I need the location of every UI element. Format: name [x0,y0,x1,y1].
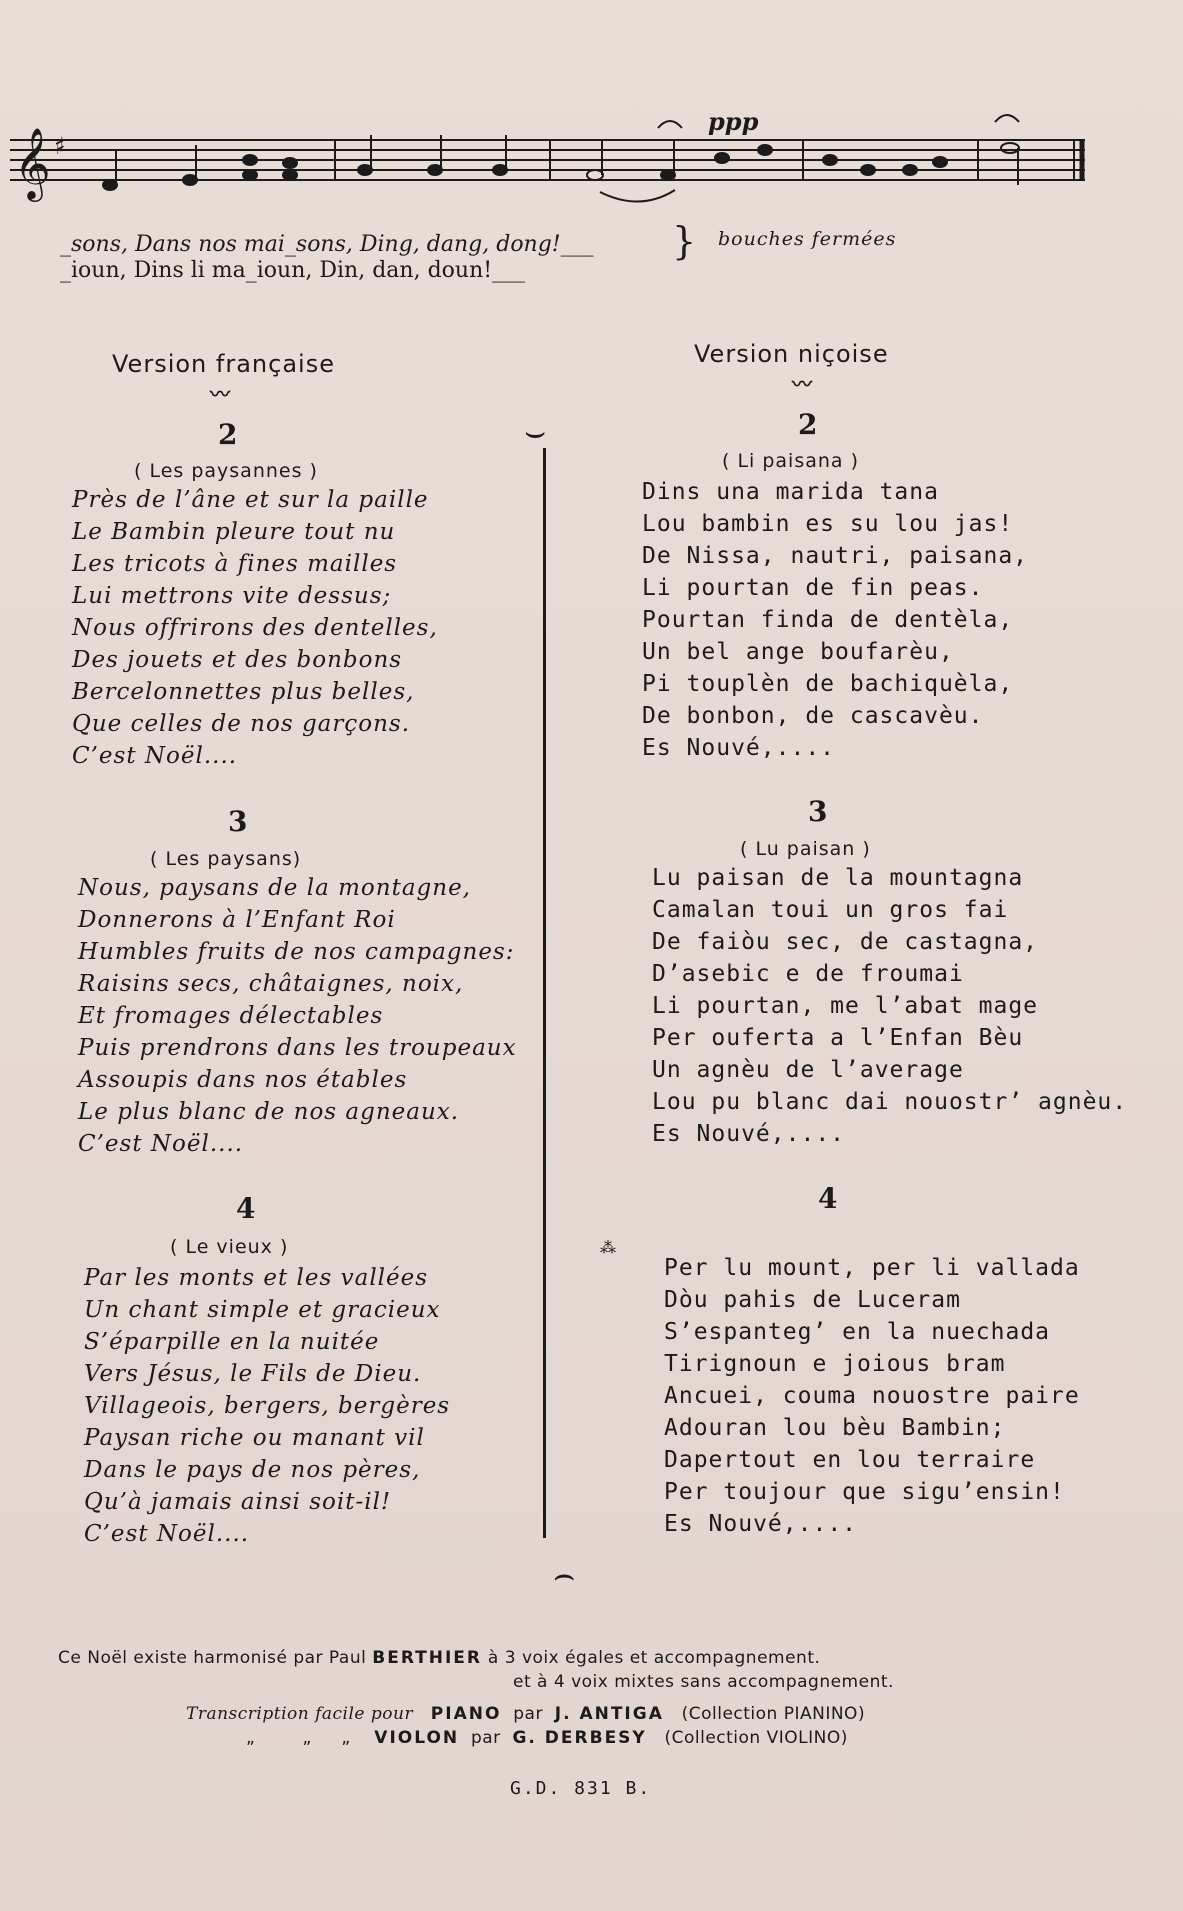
verse-line: Le Bambin pleure tout nu [72,519,396,545]
verse-line: Le plus blanc de nos agneaux. [78,1099,460,1125]
verse-line: Per lu mount, per li vallada [664,1255,1080,1281]
verse-line: Li pourtan, me l’abat mage [652,993,1039,1019]
verse-line: Dans le pays de nos pères, [84,1457,421,1483]
footer-harmonise-text: Ce Noël existe harmonisé par Paul [58,1648,367,1668]
verse-line: De bonbon, de cascavèu. [642,703,984,729]
bouches-fermees-note: bouches fermées [718,228,897,250]
verse-line: Humbles fruits de nos campagnes: [78,939,515,965]
verse-line: Que celles de nos garçons. [72,711,411,737]
verse-line: Es Nouvé,.... [664,1511,858,1537]
footer-ditto: „ „ „ [246,1728,351,1748]
verse-line: Près de l’âne et sur la paille [72,487,429,513]
staff-notation [10,100,1090,220]
footer-line-4 [246,1728,848,1748]
printer-mark: ⁂ [600,1238,616,1257]
verse-line: Camalan toui un gros fai [652,897,1009,923]
verse-line: Dins una marida tana [642,479,939,505]
verse-line: Et fromages délectables [78,1003,384,1029]
verse-line: Es Nouvé,.... [652,1121,846,1147]
heading-version-nicoise: Version niçoise [694,340,889,368]
music-staff [10,100,1090,220]
verse-line: Qu’à jamais ainsi soit-il! [84,1489,392,1515]
verse-nicoise-3 [652,862,1127,1150]
footer-line-3 [186,1704,865,1724]
verse-number: 2 [798,408,818,441]
verse-line: Des jouets et des bonbons [72,647,403,673]
heading-ornament: 〰 [792,372,812,396]
verse-line: Dòu pahis de Luceram [664,1287,961,1313]
verse-subtitle: ( Lu paisan ) [740,838,871,860]
footer-line-2: et à 4 voix mixtes sans accompagnement. [513,1672,894,1692]
verse-line: De faiòu sec, de castagna, [652,929,1039,955]
verse-line: Nous, paysans de la montagne, [78,875,471,901]
heading-ornament: 〰 [210,382,230,406]
verse-line: Les tricots à fines mailles [72,551,398,577]
footer-par: par [513,1704,543,1724]
verse-line: Per toujour que sigu’ensin! [664,1479,1065,1505]
verse-line: Assoupis dans nos étables [78,1067,408,1093]
verse-line: Lou pu blanc dai nouostr’ agnèu. [652,1089,1128,1115]
footer-violon: VIOLON [374,1728,460,1748]
footer-violino: (Collection VIOLINO) [664,1728,848,1748]
verse-line: S’éparpille en la nuitée [84,1329,380,1355]
verse-line: Un bel ange boufarèu, [642,639,954,665]
verse-line: Ancuei, couma nouostre paire [664,1383,1080,1409]
verse-french-4 [84,1262,450,1550]
footer-antiga: J. ANTIGA [554,1704,664,1724]
verse-line: Puis prendrons dans les troupeaux [78,1035,517,1061]
verse-line: Un agnèu de l’average [652,1057,964,1083]
verse-line: Lui mettrons vite dessus; [72,583,392,609]
footer-pianino: (Collection PIANINO) [681,1704,866,1724]
verse-line: Donnerons à l’Enfant Roi [78,907,396,933]
verse-line: C’est Noël.... [72,743,238,769]
verse-subtitle: ( Les paysans) [150,848,302,870]
verse-line: Tirignoun e joious bram [664,1351,1006,1377]
verse-line: Nous offrirons des dentelles, [72,615,438,641]
verse-line: D’asebic e de froumai [652,961,964,987]
lyrics-nicoise: _ioun, Dins li ma_ioun, Din, dan, doun!___ [60,258,526,283]
verse-line: Villageois, bergers, bergères [84,1393,451,1419]
verse-line: Adouran lou bèu Bambin; [664,1415,1006,1441]
divider-cap-top: ⌣ [524,412,547,452]
verse-number: 2 [218,418,238,451]
verse-subtitle: ( Le vieux ) [170,1236,289,1258]
footer-line-1 [58,1648,820,1668]
verse-line: C’est Noël.... [84,1521,250,1547]
verse-line: Bercelonnettes plus belles, [72,679,415,705]
verse-line: S’espanteg’ en la nuechada [664,1319,1051,1345]
verse-french-3 [78,872,517,1160]
footer-piano: PIANO [430,1704,502,1724]
footer-par: par [470,1728,501,1748]
verse-line: Pi touplèn de bachiquèla, [642,671,1014,697]
verse-line: De Nissa, nautri, paisana, [642,543,1029,569]
verse-line: Paysan riche ou manant vil [84,1425,425,1451]
footer-berthier: BERTHIER [372,1648,482,1668]
verse-nicoise-2 [642,476,1028,764]
verse-number: 3 [228,805,248,838]
dynamic-marking: ppp [708,107,759,136]
verse-subtitle: ( Les paysannes ) [134,460,318,482]
verse-line: Un chant simple et gracieux [84,1297,441,1323]
verse-line: Es Nouvé,.... [642,735,836,761]
svg-text:♯: ♯ [54,132,66,160]
verse-number: 4 [236,1192,256,1225]
verse-french-2 [72,484,438,772]
catalog-code: G.D. 831 B. [510,1778,652,1799]
verse-number: 4 [818,1182,838,1215]
verse-line: Pourtan finda de dentèla, [642,607,1014,633]
verse-line: Par les monts et les vallées [84,1265,429,1291]
verse-line: Lu paisan de la mountagna [652,865,1024,891]
verse-line: Lou bambin es su lou jas! [642,511,1014,537]
footer-derbesy: G. DERBESY [512,1728,647,1748]
svg-text:𝄞: 𝄞 [14,126,51,199]
footer-voices-text: à 3 voix égales et accompagnement. [487,1648,821,1668]
verse-line: Per ouferta a l’Enfan Bèu [652,1025,1024,1051]
heading-version-francaise: Version française [112,350,335,378]
verse-nicoise-4 [664,1252,1080,1540]
verse-line: Vers Jésus, le Fils de Dieu. [84,1361,422,1387]
verse-number: 3 [808,795,828,828]
footer-transcription-label: Transcription facile pour [186,1704,414,1724]
divider-cap-bottom: ⌢ [553,1555,576,1595]
verse-subtitle: ( Li paisana ) [722,450,860,472]
verse-line: Raisins secs, châtaignes, noix, [78,971,464,997]
verse-line: Li pourtan de fin peas. [642,575,984,601]
lyrics-french: _sons, Dans nos mai_sons, Ding, dang, dong!___ [60,232,594,257]
verse-line: C’est Noël.... [78,1131,244,1157]
lyrics-brace: } [672,219,697,263]
column-divider [543,448,546,1538]
verse-line: Dapertout en lou terraire [664,1447,1036,1473]
